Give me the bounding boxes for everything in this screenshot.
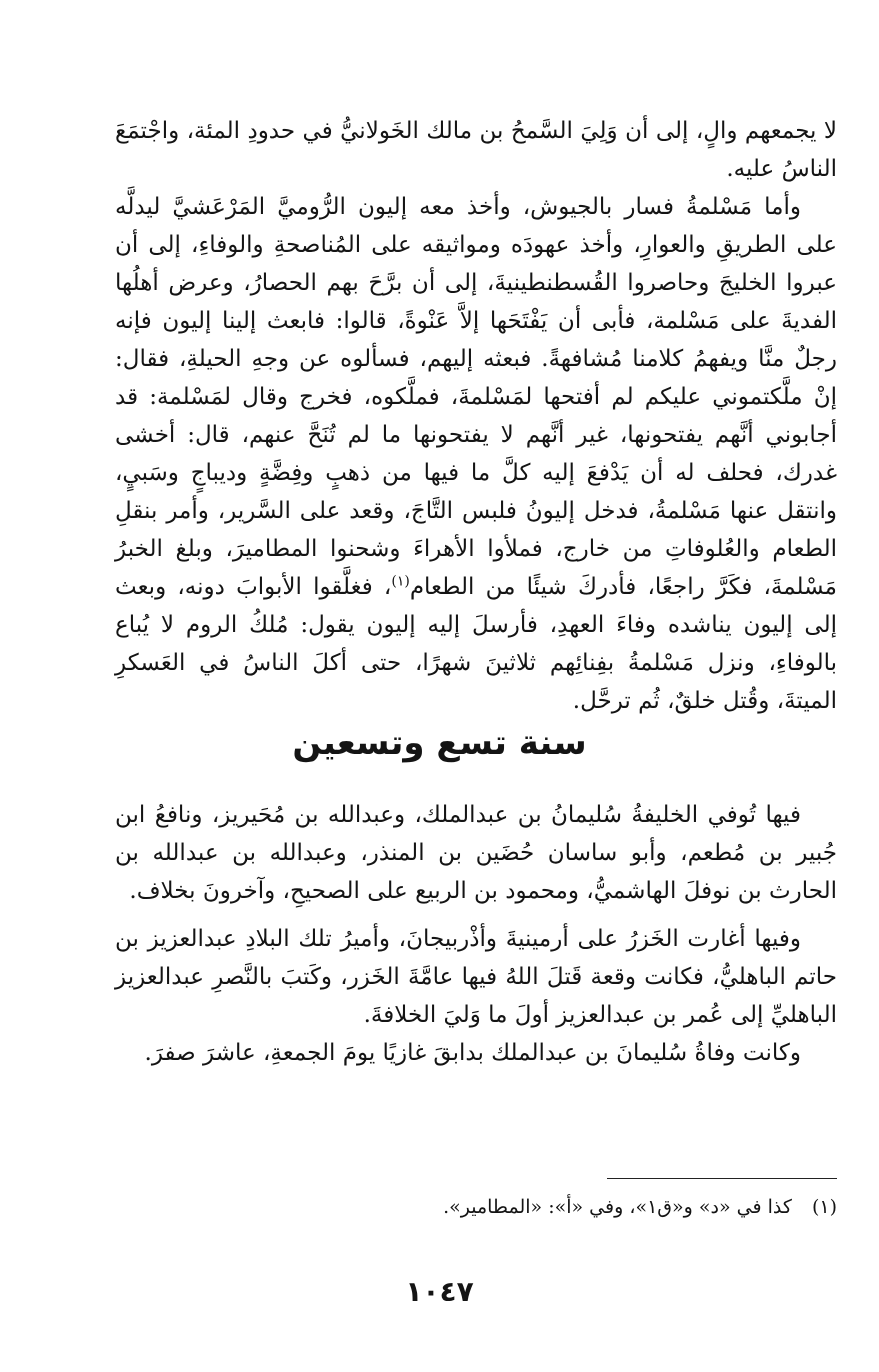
main-text-top — [115, 112, 837, 720]
paragraph-5: وكانت وفاةُ سُليمانَ بن عبدالملك بدابقَ غازيًا يومَ الجمعةِ، عاشرَ صفرَ. — [144, 1040, 801, 1066]
paragraph-2-continuation: ، فغلَّقوا الأبوابَ دونه، وبعث إلى إليون يناشده وفاءَ العهدِ، فأرسلَ إليه إليون يقول: مُلكُ الروم لا يُباع بالوفاءِ، ونزل مَسْلمةُ بفِنائِهم ثلاثينَ شهرًا، حتى أكلَ الناسُ في العَسكرِ الميتةَ، وقُتل خلقٌ، ثُم ترحَّل. — [115, 574, 837, 714]
paragraph-4: وفيها أغارت الخَزرُ على أرمينيةَ وأذْربيجانَ، وأميرُ تلك البلادِ عبدالعزيز بن حاتم الباهليُّ، فكانت وقعة قَتلَ اللهُ فيها عامَّةَ الخَزر، وكَتبَ بالنَّصرِ عبدالعزيز الباهليِّ إلى عُمر بن عبدالعزيز أولَ ما وَليَ الخلافةَ. — [115, 926, 837, 1028]
main-text-bottom — [115, 796, 837, 1072]
paragraph-2-text: وأما مَسْلمةُ فسار بالجيوش، وأخذ معه إليون الرُّوميَّ المَرْعَشيَّ ليدلَّه على الطريقِ والعوارِ، وأخذ عهودَه ومواثيقه على المُناصحةِ والوفاءِ، إلى أن عبروا الخليجَ وحاصروا القُسطنطينيةَ، إلى أن برَّحَ بهم الحصارُ، وعرض أهلُها الفديةَ على مَسْلمة، فأبى أن يَفْتَحَها إلاَّ عَنْوةً، قالوا: فابعث إلينا إليون فإنه رجلٌ منَّا ويفهمُ كلامنا مُشافهةً. فبعثه إليهم، فسألوه عن وجهِ الحيلةِ، فقال: إنْ ملَّكتموني عليكم لم أفتحها لمَسْلمةَ، فملَّكوه، فخرج وقال لمَسْلمة: قد أجابوني أنَّهم يفتحونها، غير أنَّهم لا يفتحونها ما لم تُنَحَّ عنهم، قال: أخشى غدرك، فحلف له أن يَدْفعَ إليه كلَّ ما فيها من ذهبٍ وفِضَّةٍ وديباجٍ وسَبيٍ، وانتقل عنها مَسْلمةُ، فدخل إليونُ فلبس التَّاجَ، وقعد على السَّرير، وأمر بنقلِ الطعام والعُلوفاتِ من خارج، فملأوا الأهراءَ وشحنوا المطاميرَ، وبلغ الخبرُ مَسْلمةَ، فكَرَّ راجعًا، فأدركَ شيئًا من الطعام — [115, 194, 838, 600]
footnote — [115, 1192, 837, 1222]
section-heading: سنة تسع وتسعين — [292, 723, 587, 763]
page-number: ١٠٤٧ — [405, 1275, 474, 1308]
footnote-reference: (١) — [391, 573, 410, 590]
paragraph-3: فيها تُوفي الخليفةُ سُليمانُ بن عبدالملك، وعبدالله بن مُحَيريز، ونافعُ ابن جُبير بن مُطعم، وأبو ساسان حُضَين بن المنذر، وعبدالله بن عبدالله بن الحارث بن نوفلَ الهاشميُّ، ومحمود بن الربيع على الصحيحِ، وآخرونَ بخلاف. — [115, 802, 837, 904]
paragraph-2 — [115, 188, 837, 720]
paragraph-gap — [115, 910, 837, 920]
footnote-text: كذا في «د» و«ق١»، وفي «أ»: «المطامير». — [443, 1196, 792, 1218]
footnote-separator — [607, 1178, 837, 1179]
paragraph-1: لا يجمعهم والٍ، إلى أن وَلِيَ السَّمحُ بن مالك الخَولانيُّ في حدودِ المئة، واجْتمَعَ الناسُ عليه. — [115, 118, 837, 182]
footnote-number: (١) — [811, 1196, 837, 1218]
